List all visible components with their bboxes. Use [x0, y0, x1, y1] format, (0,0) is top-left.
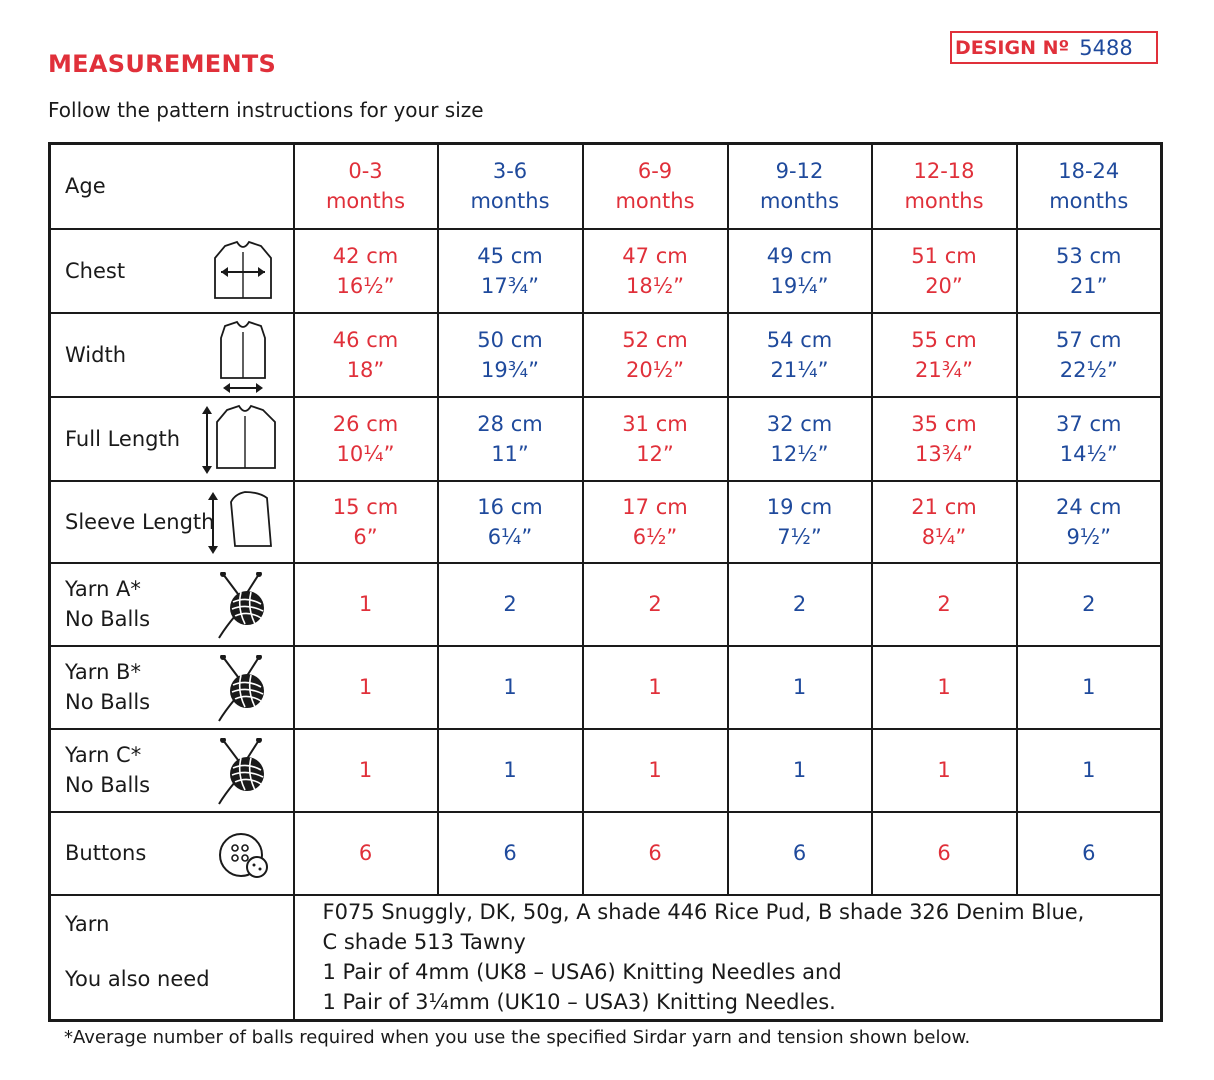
- yarn-info-label-cell: [50, 895, 294, 1021]
- size-unit: months: [325, 189, 406, 214]
- cm-value: 16 cm: [477, 494, 543, 519]
- inch-value: 12½”: [770, 441, 829, 466]
- inch-value: 21¾”: [915, 357, 973, 382]
- cm-value: 49 cm: [766, 243, 833, 268]
- yarn-c-balls: 1: [728, 729, 872, 812]
- cm-value: 53 cm: [1056, 243, 1122, 268]
- cm-value: 57 cm: [1056, 327, 1122, 352]
- sleeve-length-label-cell: [50, 481, 294, 563]
- size-range: 12-18: [913, 159, 975, 184]
- cm-value: 42 cm: [332, 243, 399, 268]
- cm-value: 52 cm: [622, 327, 688, 352]
- size-range: 6-9: [637, 159, 673, 184]
- buttons-count: 6: [872, 812, 1017, 895]
- width-value: [438, 313, 583, 397]
- age-row: [50, 144, 1162, 229]
- full-length-value: [294, 397, 438, 481]
- yarn-b-balls: 1: [728, 646, 872, 729]
- buttons-count: 6: [583, 812, 728, 895]
- size-unit: months: [904, 189, 984, 214]
- footnote: *Average number of balls required when you use the specified Sirdar yarn and tension shown below.: [64, 1027, 971, 1048]
- size-header: [1017, 144, 1162, 229]
- yarn-info-text: [294, 895, 1162, 1021]
- inch-value: 6½”: [632, 524, 678, 549]
- yarn-b-label-line2: No Balls: [65, 690, 151, 714]
- size-unit: months: [759, 189, 840, 214]
- chest-label: Chest: [65, 258, 126, 283]
- yarn-ball-icon: [215, 655, 271, 725]
- size-unit: months: [470, 189, 550, 214]
- size-header: [294, 144, 438, 229]
- also-need-label: You also need: [65, 966, 210, 991]
- size-unit: months: [615, 189, 695, 214]
- cm-value: 54 cm: [766, 327, 833, 352]
- design-number: 5488: [1079, 35, 1133, 60]
- sleeve-length-row: [50, 481, 1162, 563]
- width-label-cell: [50, 313, 294, 397]
- yarn-a-label-line2: No Balls: [65, 607, 151, 631]
- inch-value: 19¼”: [770, 273, 829, 298]
- yarn-b-row: [50, 646, 1162, 729]
- cm-value: 24 cm: [1056, 494, 1122, 519]
- age-label-cell: [50, 144, 294, 229]
- cardigan-width-icon: [211, 320, 275, 394]
- full-length-value: [1017, 397, 1162, 481]
- cm-value: 37 cm: [1056, 411, 1122, 436]
- buttons-label-cell: [50, 812, 294, 895]
- sleeve-length-value: [583, 481, 728, 563]
- full-length-value: [872, 397, 1017, 481]
- width-value: [1017, 313, 1162, 397]
- inch-value: 8¼”: [921, 524, 967, 549]
- width-value: [728, 313, 872, 397]
- design-label: DESIGN Nº: [955, 36, 1070, 59]
- inch-value: 9½”: [1066, 524, 1112, 549]
- cm-value: 35 cm: [911, 411, 977, 436]
- inch-value: 16½”: [336, 273, 395, 298]
- size-unit: months: [1049, 189, 1129, 214]
- yarn-c-balls: 1: [438, 729, 583, 812]
- buttons-count: 6: [438, 812, 583, 895]
- yarn-b-label: [65, 657, 150, 717]
- chest-value: [583, 229, 728, 313]
- sleeve-length-value: [728, 481, 872, 563]
- cm-value: 17 cm: [622, 494, 688, 519]
- chest-value: [294, 229, 438, 313]
- cm-value: 26 cm: [332, 411, 399, 436]
- inch-value: 14½”: [1059, 441, 1118, 466]
- full-length-label: Full Length: [65, 426, 181, 451]
- full-length-row: [50, 397, 1162, 481]
- full-length-value: [728, 397, 872, 481]
- chest-value: [872, 229, 1017, 313]
- yarn-c-row: [50, 729, 1162, 812]
- cm-value: 19 cm: [766, 494, 833, 519]
- inch-value: 11”: [491, 441, 529, 466]
- size-header: [583, 144, 728, 229]
- yarn-ball-icon: [215, 572, 271, 642]
- inch-value: 13¾”: [915, 441, 973, 466]
- buttons-count: 6: [1017, 812, 1162, 895]
- sleeve-length-value: [438, 481, 583, 563]
- yarn-a-label-line1: Yarn A*: [65, 577, 141, 601]
- yarn-b-balls: 1: [583, 646, 728, 729]
- inch-value: 7½”: [777, 524, 822, 549]
- cm-value: 46 cm: [332, 327, 399, 352]
- chest-row: [50, 229, 1162, 313]
- yarn-c-balls: 1: [294, 729, 438, 812]
- inch-value: 20”: [925, 273, 963, 298]
- yarn-c-label-cell: [50, 729, 294, 812]
- button-icon: [217, 831, 271, 881]
- inch-value: 6¼”: [487, 524, 533, 549]
- subtitle: Follow the pattern instructions for your size: [48, 98, 484, 122]
- sleeve-length-value: [1017, 481, 1162, 563]
- cm-value: 31 cm: [622, 411, 688, 436]
- yarn-a-balls: 2: [728, 563, 872, 646]
- yarn-a-balls: 2: [1017, 563, 1162, 646]
- yarn-info-line: 1 Pair of 4mm (UK8 – USA6) Knitting Needles and: [322, 960, 842, 985]
- yarn-b-label-cell: [50, 646, 294, 729]
- measurements-table: [48, 142, 1163, 1022]
- cardigan-chest-icon: [211, 240, 275, 302]
- size-range: 9-12: [775, 159, 824, 184]
- inch-value: 17¾”: [481, 273, 539, 298]
- cm-value: 32 cm: [766, 411, 833, 436]
- width-value: [294, 313, 438, 397]
- cm-value: 55 cm: [911, 327, 977, 352]
- yarn-b-label-line1: Yarn B*: [65, 660, 141, 684]
- inch-value: 22½”: [1059, 357, 1118, 382]
- chest-label-cell: [50, 229, 294, 313]
- yarn-ball-icon: [215, 738, 271, 808]
- inch-value: 18½”: [626, 273, 684, 298]
- width-label: Width: [65, 342, 127, 367]
- yarn-a-label: [65, 574, 150, 634]
- yarn-b-balls: 1: [872, 646, 1017, 729]
- sleeve-length-icon: [205, 488, 279, 558]
- inch-value: 12”: [636, 441, 674, 466]
- buttons-label: Buttons: [65, 841, 147, 865]
- full-length-label-cell: [50, 397, 294, 481]
- yarn-c-label-line1: Yarn C*: [65, 743, 142, 767]
- size-header: [438, 144, 583, 229]
- inch-value: 10¼”: [336, 441, 395, 466]
- sleeve-length-value: [294, 481, 438, 563]
- chest-value: [728, 229, 872, 313]
- buttons-count: 6: [728, 812, 872, 895]
- inch-value: 6”: [353, 524, 378, 549]
- full-length-value: [438, 397, 583, 481]
- buttons-count: 6: [294, 812, 438, 895]
- inch-value: 18”: [346, 357, 385, 382]
- size-range: 0-3: [348, 159, 383, 184]
- inch-value: 21¼”: [770, 357, 829, 382]
- buttons-row: [50, 812, 1162, 895]
- width-value: [583, 313, 728, 397]
- design-number-box: [950, 31, 1158, 64]
- sleeve-length-value: [872, 481, 1017, 563]
- yarn-b-balls: 1: [438, 646, 583, 729]
- size-header: [872, 144, 1017, 229]
- page-title: MEASUREMENTS: [48, 50, 277, 78]
- inch-value: 21”: [1069, 273, 1108, 298]
- cm-value: 45 cm: [477, 243, 543, 268]
- yarn-info-line: F075 Snuggly, DK, 50g, A shade 446 Rice Pud, B shade 326 Denim Blue,: [322, 900, 1085, 925]
- cm-value: 28 cm: [477, 411, 543, 436]
- size-range: 18-24: [1058, 159, 1120, 184]
- yarn-a-balls: 2: [583, 563, 728, 646]
- yarn-b-balls: 1: [294, 646, 438, 729]
- yarn-c-label: [65, 740, 150, 800]
- chest-value: [1017, 229, 1162, 313]
- yarn-info-line: 1 Pair of 3¼mm (UK10 – USA3) Knitting Needles.: [322, 990, 836, 1015]
- cm-value: 15 cm: [332, 494, 399, 519]
- age-label: Age: [65, 174, 106, 199]
- yarn-a-row: [50, 563, 1162, 646]
- yarn-c-balls: 1: [583, 729, 728, 812]
- yarn-a-balls: 1: [294, 563, 438, 646]
- cm-value: 51 cm: [911, 243, 977, 268]
- yarn-label: Yarn: [65, 911, 110, 936]
- cardigan-length-icon: [199, 402, 279, 478]
- yarn-a-balls: 2: [872, 563, 1017, 646]
- cm-value: 50 cm: [477, 327, 543, 352]
- sleeve-length-label: Sleeve Length: [65, 509, 215, 534]
- inch-value: 19¾”: [481, 357, 539, 382]
- yarn-info-line: C shade 513 Tawny: [322, 930, 526, 955]
- size-range: 3-6: [492, 159, 528, 184]
- full-length-value: [583, 397, 728, 481]
- yarn-info-row: [50, 895, 1162, 1021]
- chest-value: [438, 229, 583, 313]
- yarn-a-balls: 2: [438, 563, 583, 646]
- yarn-c-balls: 1: [872, 729, 1017, 812]
- width-value: [872, 313, 1017, 397]
- yarn-b-balls: 1: [1017, 646, 1162, 729]
- width-row: [50, 313, 1162, 397]
- cm-value: 47 cm: [622, 243, 688, 268]
- yarn-c-balls: 1: [1017, 729, 1162, 812]
- yarn-a-label-cell: [50, 563, 294, 646]
- cm-value: 21 cm: [911, 494, 977, 519]
- yarn-c-label-line2: No Balls: [65, 773, 151, 797]
- size-header: [728, 144, 872, 229]
- inch-value: 20½”: [626, 357, 684, 382]
